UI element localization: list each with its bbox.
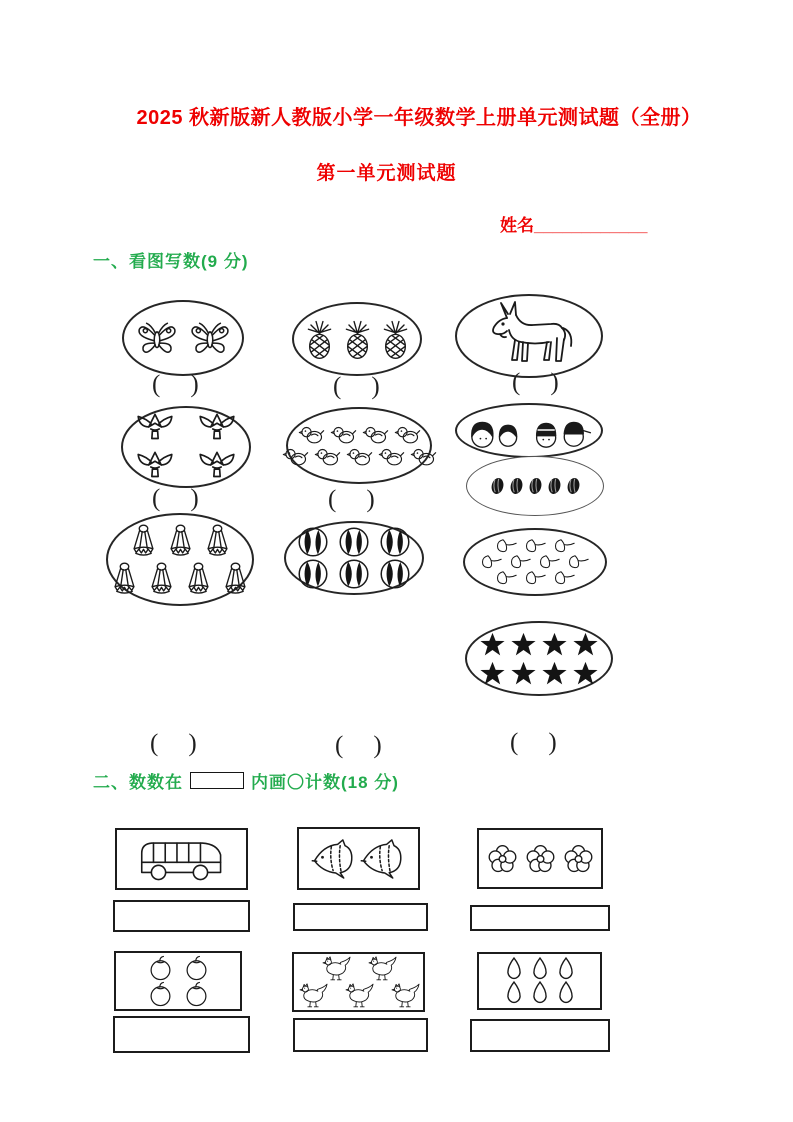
apple-icon xyxy=(145,955,176,981)
icon-row xyxy=(134,448,238,484)
oval-butterflies xyxy=(122,300,244,376)
chick-icon xyxy=(378,447,405,467)
chick-icon xyxy=(330,425,357,445)
picture-box-eggs xyxy=(477,952,602,1010)
oval-pineapples xyxy=(292,302,422,376)
ball-icon xyxy=(336,558,372,590)
answer-bracket xyxy=(152,486,199,511)
star-icon xyxy=(510,632,537,657)
bracket-open: ( xyxy=(150,730,159,757)
section2-heading-suffix: 内画〇计数(18 分) xyxy=(251,773,399,792)
fish-icon xyxy=(360,838,406,880)
birdie-icon xyxy=(203,523,232,559)
tulip-icon xyxy=(196,448,238,484)
answer-bracket xyxy=(150,731,197,756)
icon-row xyxy=(477,300,581,372)
bracket-close: ) xyxy=(366,486,375,513)
chick-icon xyxy=(346,447,373,467)
birdie-icon xyxy=(110,561,139,597)
chick-icon xyxy=(282,447,309,467)
icon-row xyxy=(295,558,413,590)
icon-row xyxy=(502,956,578,982)
chick-icon xyxy=(298,425,325,445)
bracket-open: ( xyxy=(333,373,342,400)
unit-subtitle: 第一单元测试题 xyxy=(316,163,457,184)
star-icon xyxy=(541,661,568,686)
star-icon xyxy=(572,632,599,657)
flower-icon xyxy=(562,843,595,875)
birdie-icon xyxy=(184,561,213,597)
icon-row xyxy=(295,526,413,558)
bracket-close: ) xyxy=(373,732,382,759)
icon-row xyxy=(479,632,599,657)
icon-row xyxy=(145,955,212,981)
oval-stars xyxy=(465,621,613,696)
answer-box xyxy=(470,1019,610,1052)
picture-box-flowers xyxy=(477,828,603,889)
bean-icon xyxy=(489,476,506,496)
tadpole-icon xyxy=(523,569,548,587)
icon-row xyxy=(479,661,599,686)
birdie-icon xyxy=(221,561,250,597)
pineapple-icon xyxy=(380,319,411,360)
ball-icon xyxy=(336,526,372,558)
icon-row xyxy=(134,410,238,446)
tulip-icon xyxy=(134,448,176,484)
bean-icon xyxy=(546,476,563,496)
ball-icon xyxy=(295,558,331,590)
bracket-close: ) xyxy=(548,729,557,756)
egg-icon xyxy=(528,956,552,982)
icon-row xyxy=(315,955,403,982)
oval-shuttlecocks xyxy=(106,513,254,606)
picture-box-fish xyxy=(297,827,420,890)
donkey-icon xyxy=(477,300,581,372)
answer-bracket xyxy=(510,730,557,755)
icon-row xyxy=(486,843,595,875)
icon-row xyxy=(502,980,578,1006)
tulip-icon xyxy=(134,410,176,446)
icon-row xyxy=(282,447,437,467)
hen-icon xyxy=(338,982,380,1009)
icon-row xyxy=(110,561,250,597)
name-underline: ____________ xyxy=(534,216,648,235)
oval-donkey xyxy=(455,294,603,378)
oval-beans xyxy=(466,456,604,516)
fish-icon xyxy=(311,838,357,880)
hen-icon xyxy=(384,982,426,1009)
icon-row xyxy=(298,425,421,445)
answer-bracket xyxy=(328,487,375,512)
oval-chicks xyxy=(286,407,432,484)
hen-icon xyxy=(361,955,403,982)
icon-row xyxy=(304,319,411,360)
bean-icon xyxy=(565,476,582,496)
icon-row xyxy=(129,523,232,559)
answer-bracket xyxy=(152,372,199,397)
icon-row xyxy=(134,319,233,357)
answer-box xyxy=(113,1016,250,1053)
oval-shuttle-flowers xyxy=(121,406,251,488)
picture-box-apples xyxy=(114,951,242,1011)
bean-icon xyxy=(508,476,525,496)
chick-icon xyxy=(362,425,389,445)
chick-icon xyxy=(314,447,341,467)
star-icon xyxy=(479,661,506,686)
oval-children xyxy=(455,403,603,458)
star-icon xyxy=(541,632,568,657)
birdie-icon xyxy=(129,523,158,559)
answer-bracket xyxy=(512,370,559,395)
egg-icon xyxy=(528,980,552,1006)
hen-icon xyxy=(315,955,357,982)
egg-icon xyxy=(554,980,578,1006)
bracket-close: ) xyxy=(371,373,380,400)
apple-icon xyxy=(181,981,212,1007)
flower-icon xyxy=(524,843,557,875)
bracket-close: ) xyxy=(550,369,559,396)
count-box-glyph xyxy=(190,772,244,789)
apple-icon xyxy=(181,955,212,981)
butterfly-icon xyxy=(134,319,180,357)
egg-icon xyxy=(502,956,526,982)
bracket-open: ( xyxy=(328,486,337,513)
picture-box-hens xyxy=(292,952,425,1012)
icon-row xyxy=(145,981,212,1007)
answer-bracket xyxy=(333,374,380,399)
star-icon xyxy=(479,632,506,657)
chick-icon xyxy=(410,447,437,467)
bean-icon xyxy=(527,476,544,496)
answer-box xyxy=(293,1018,428,1052)
name-field xyxy=(500,211,647,236)
oval-tadpoles xyxy=(463,528,607,596)
answer-bracket xyxy=(335,733,382,758)
apple-icon xyxy=(145,981,176,1007)
chick-icon xyxy=(394,425,421,445)
ball-icon xyxy=(377,558,413,590)
bracket-open: ( xyxy=(335,732,344,759)
icon-row xyxy=(465,411,593,451)
tadpole-icon xyxy=(552,569,577,587)
bracket-open: ( xyxy=(152,371,161,398)
answer-box xyxy=(293,903,428,931)
icon-row xyxy=(311,838,406,880)
ball-icon xyxy=(377,526,413,558)
oval-balls xyxy=(284,521,424,595)
icon-row xyxy=(494,569,577,587)
section1-heading: 一、看图写数(9 分) xyxy=(93,252,249,271)
icon-row xyxy=(131,833,233,885)
tulip-icon xyxy=(196,410,238,446)
bracket-open: ( xyxy=(152,485,161,512)
egg-icon xyxy=(554,956,578,982)
egg-icon xyxy=(502,980,526,1006)
star-icon xyxy=(572,661,599,686)
star-icon xyxy=(510,661,537,686)
section2-heading xyxy=(93,768,399,793)
pineapple-icon xyxy=(304,319,335,360)
section2-heading-prefix: 二、数数在 xyxy=(93,773,183,792)
bracket-close: ) xyxy=(190,485,199,512)
picture-box-bus xyxy=(115,828,248,890)
birdie-icon xyxy=(147,561,176,597)
hen-icon xyxy=(292,982,334,1009)
ball-icon xyxy=(295,526,331,558)
children-icon xyxy=(465,411,593,451)
icon-row xyxy=(489,476,582,496)
bus-icon xyxy=(131,833,233,885)
birdie-icon xyxy=(166,523,195,559)
name-label: 姓名 xyxy=(500,216,534,235)
pineapple-icon xyxy=(342,319,373,360)
bracket-close: ) xyxy=(188,730,197,757)
bracket-close: ) xyxy=(190,371,199,398)
answer-box xyxy=(470,905,610,931)
page-title: 2025 秋新版新人教版小学一年级数学上册单元测试题（全册） xyxy=(136,107,702,129)
answer-box xyxy=(113,900,250,932)
butterfly-icon xyxy=(187,319,233,357)
icon-row xyxy=(292,982,426,1009)
tadpole-icon xyxy=(494,569,519,587)
bracket-open: ( xyxy=(510,729,519,756)
bracket-open: ( xyxy=(512,369,521,396)
flower-icon xyxy=(486,843,519,875)
